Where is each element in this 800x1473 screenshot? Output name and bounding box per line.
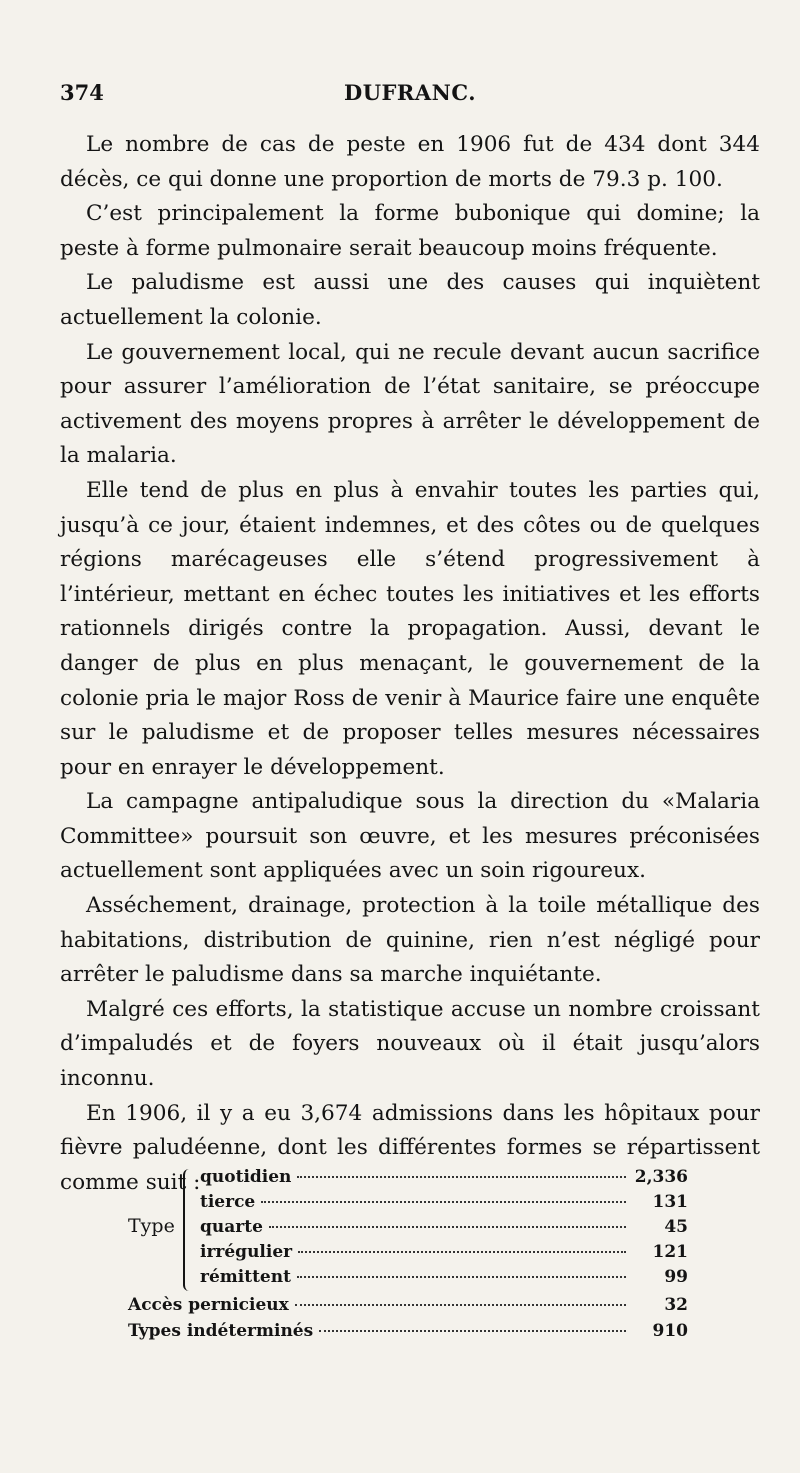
- dot-leader: [298, 1251, 626, 1253]
- table-row: [200, 1267, 688, 1293]
- paragraph: La campagne antipaludique sous la direction du «Malaria Committee» poursuit son œuvre, et les mesures préconisées actuellement sont appliquées avec un soin rigoureux.: [60, 789, 760, 884]
- paragraph: C’est principalement la forme bubonique qui domine; la peste à forme pulmonaire serait beaucoup moins fréquente.: [60, 201, 760, 261]
- dot-leader: [295, 1304, 626, 1306]
- row-value: 131: [652, 1192, 688, 1212]
- body-text: [60, 128, 760, 1200]
- paragraph: En 1906, il y a eu 3,674 admissions dans les hôpitaux pour fièvre paludéenne, dont les différentes formes se répartissent comme suit :: [60, 1100, 760, 1195]
- row-value: 121: [652, 1242, 688, 1262]
- type-group-label: Type: [128, 1215, 175, 1237]
- row-value: 99: [664, 1267, 688, 1287]
- table-row: [200, 1242, 688, 1268]
- running-title: DUFRANC.: [343, 80, 477, 105]
- table-row: [128, 1321, 688, 1347]
- row-label: rémittent: [200, 1267, 291, 1287]
- table-row: [200, 1167, 688, 1193]
- dot-leader: [269, 1226, 626, 1228]
- page-number: 374: [60, 80, 104, 105]
- paragraph: Le paludisme est aussi une des causes qui inquiètent actuellement la colonie.: [60, 270, 760, 330]
- table-row: [200, 1192, 688, 1218]
- dot-leader: [319, 1330, 626, 1332]
- page-header: [60, 80, 760, 114]
- row-label: quotidien: [200, 1167, 292, 1187]
- dot-leader: [261, 1201, 626, 1203]
- paragraph: Elle tend de plus en plus à envahir toutes les parties qui, jusqu’à ce jour, étaient indemnes, et des côtes ou de quelques régions marécageuses elle s’étend progressivement à l’intérieur, mettant en échec toutes les initiatives et les efforts rationnels dirigés contre la propagation. Aussi, devant le danger de plus en plus menaçant, le gouvernement de la colonie pria le major Ross de venir à Maurice faire une enquête sur le paludisme et de proposer telles mesures nécessaires pour en enrayer le développement.: [60, 477, 760, 780]
- paragraph: Asséchement, drainage, protection à la toile métallique des habitations, distribution de quinine, rien n’est négligé pour arrêter le paludisme dans sa marche inquiétante.: [60, 893, 760, 988]
- paragraph: Malgré ces efforts, la statistique accuse un nombre croissant d’impaludés et de foyers nouveaux où il était jusqu’alors inconnu.: [60, 996, 760, 1092]
- row-label: Types indéterminés: [128, 1321, 314, 1341]
- row-value: 910: [652, 1321, 688, 1341]
- dot-leader: [297, 1276, 626, 1278]
- row-label: tierce: [200, 1192, 256, 1212]
- row-value: 45: [664, 1217, 688, 1237]
- row-label: irrégulier: [200, 1242, 293, 1262]
- table-row: [200, 1217, 688, 1243]
- row-value: 2,336: [634, 1167, 688, 1187]
- dot-leader: [297, 1176, 626, 1178]
- table-row: [128, 1295, 688, 1321]
- paragraph: Le gouvernement local, qui ne recule devant aucun sacrifice pour assurer l’amélioration de l’état sanitaire, se préoccupe activement des moyens propres à arrêter le développement de la malaria.: [60, 339, 760, 469]
- brace-mark: [183, 1169, 195, 1291]
- row-label: Accès pernicieux: [128, 1295, 289, 1315]
- paragraph: Le nombre de cas de peste en 1906 fut de 434 dont 344 décès, ce qui donne une proportion de morts de 79.3 p. 100.: [60, 132, 760, 192]
- row-label: quarte: [200, 1217, 263, 1237]
- row-value: 32: [664, 1295, 688, 1315]
